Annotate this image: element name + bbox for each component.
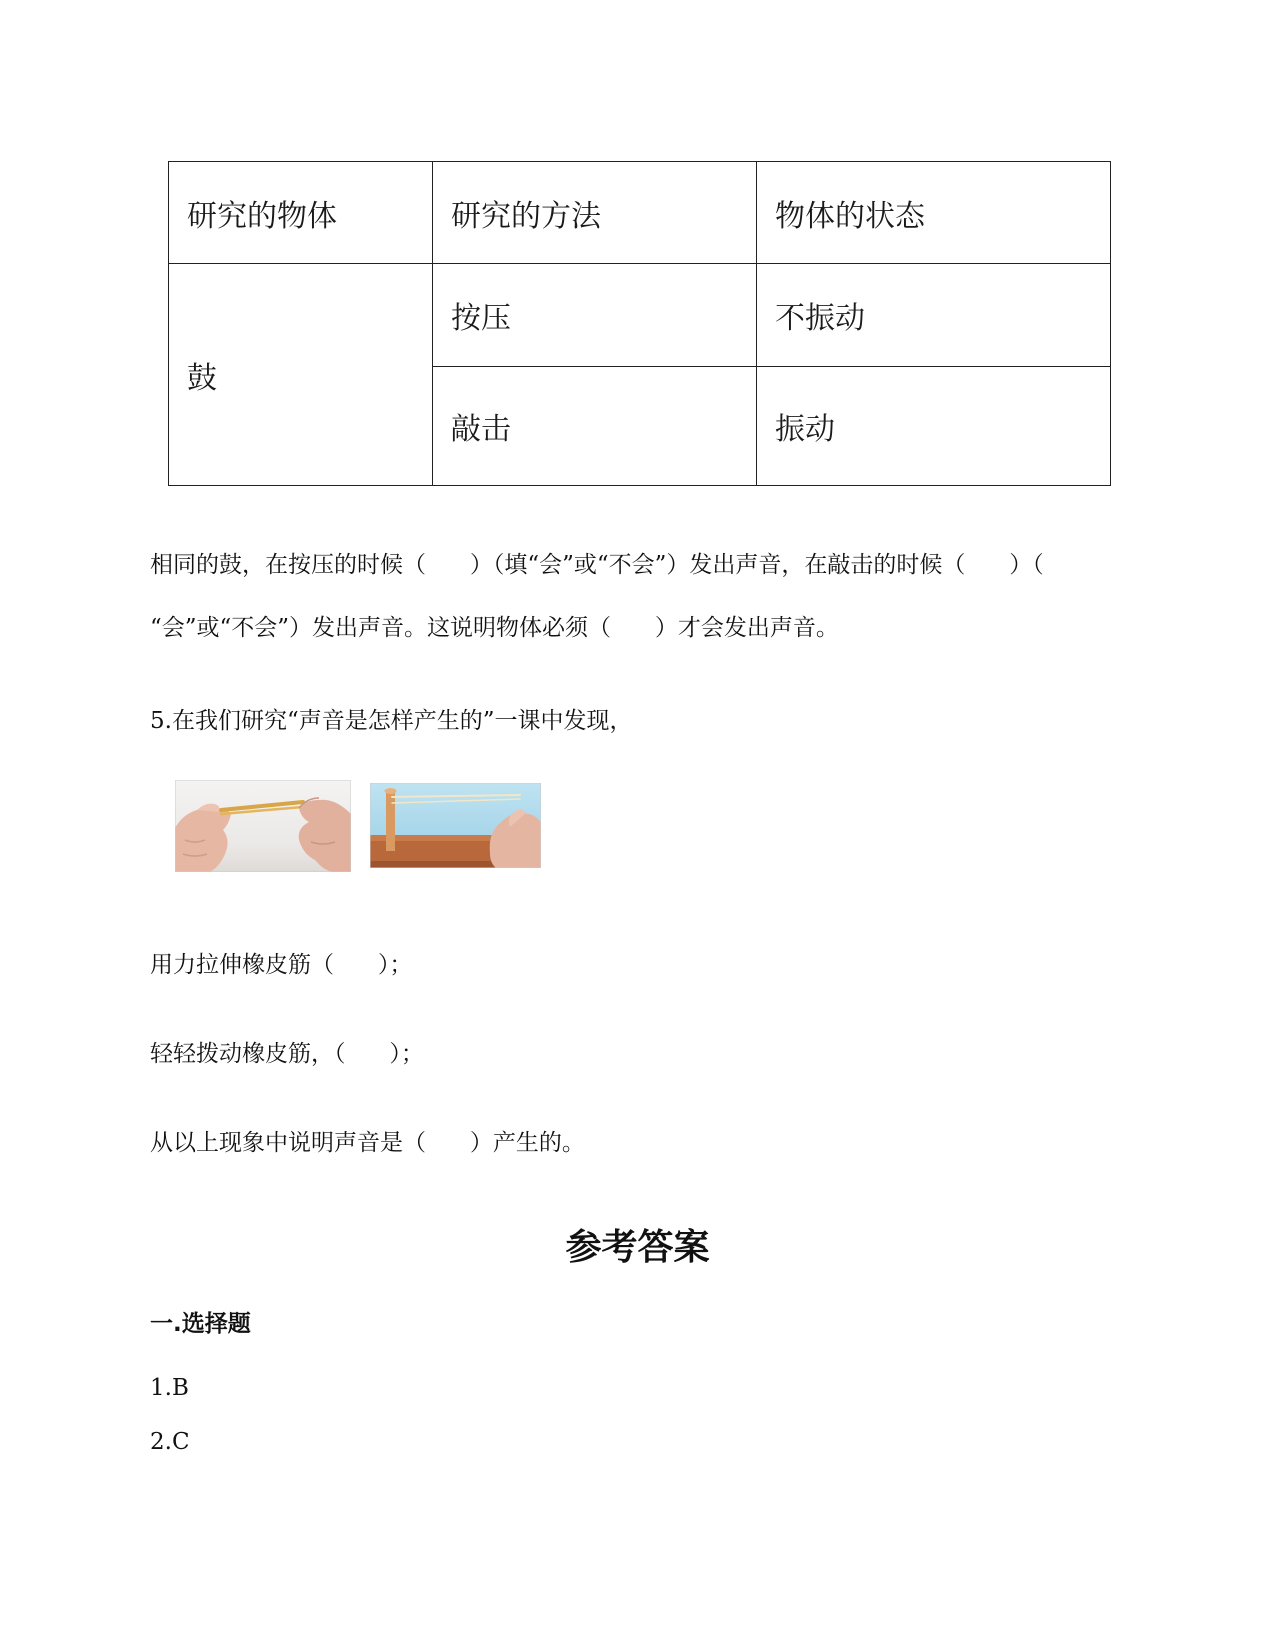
question5-blank3: 从以上现象中说明声音是（ ）产生的。 — [150, 1130, 585, 1156]
answers-title: 参考答案 — [565, 1227, 710, 1268]
answer-item: 2.C — [150, 1429, 190, 1455]
table-header-row — [169, 162, 1111, 264]
answer-item: 1.B — [150, 1375, 189, 1401]
question5-stem: 5.在我们研究“声音是怎样产生的”一课中发现， — [150, 708, 633, 734]
table-header-state: 物体的状态 — [757, 162, 1111, 264]
rubber-band-stretch-photo — [175, 780, 351, 872]
table-row — [169, 264, 1111, 366]
table-cell-state: 不振动 — [757, 264, 1111, 366]
table-header-object: 研究的物体 — [169, 162, 433, 264]
table-header-method: 研究的方法 — [433, 162, 757, 264]
table-cell-state: 振动 — [757, 366, 1111, 485]
section-heading-choice: 一.选择题 — [150, 1311, 251, 1337]
table-cell-object: 鼓 — [169, 264, 433, 486]
table-cell-method: 按压 — [433, 264, 757, 366]
question4-line1: 相同的鼓，在按压的时候（ ）（填“会”或“不会”）发出声音，在敲击的时候（ ）（ — [150, 552, 1044, 578]
experiment-table — [168, 161, 1111, 486]
table-cell-method: 敲击 — [433, 366, 757, 485]
question5-blank1: 用力拉伸橡皮筋（ ）； — [150, 952, 413, 978]
rubber-band-board-photo — [370, 783, 541, 868]
question5-blank2: 轻轻拨动橡皮筋，（ ）； — [150, 1041, 424, 1067]
question4-line2: “会”或“不会”）发出声音。这说明物体必须（ ）才会发出声音。 — [150, 615, 839, 641]
